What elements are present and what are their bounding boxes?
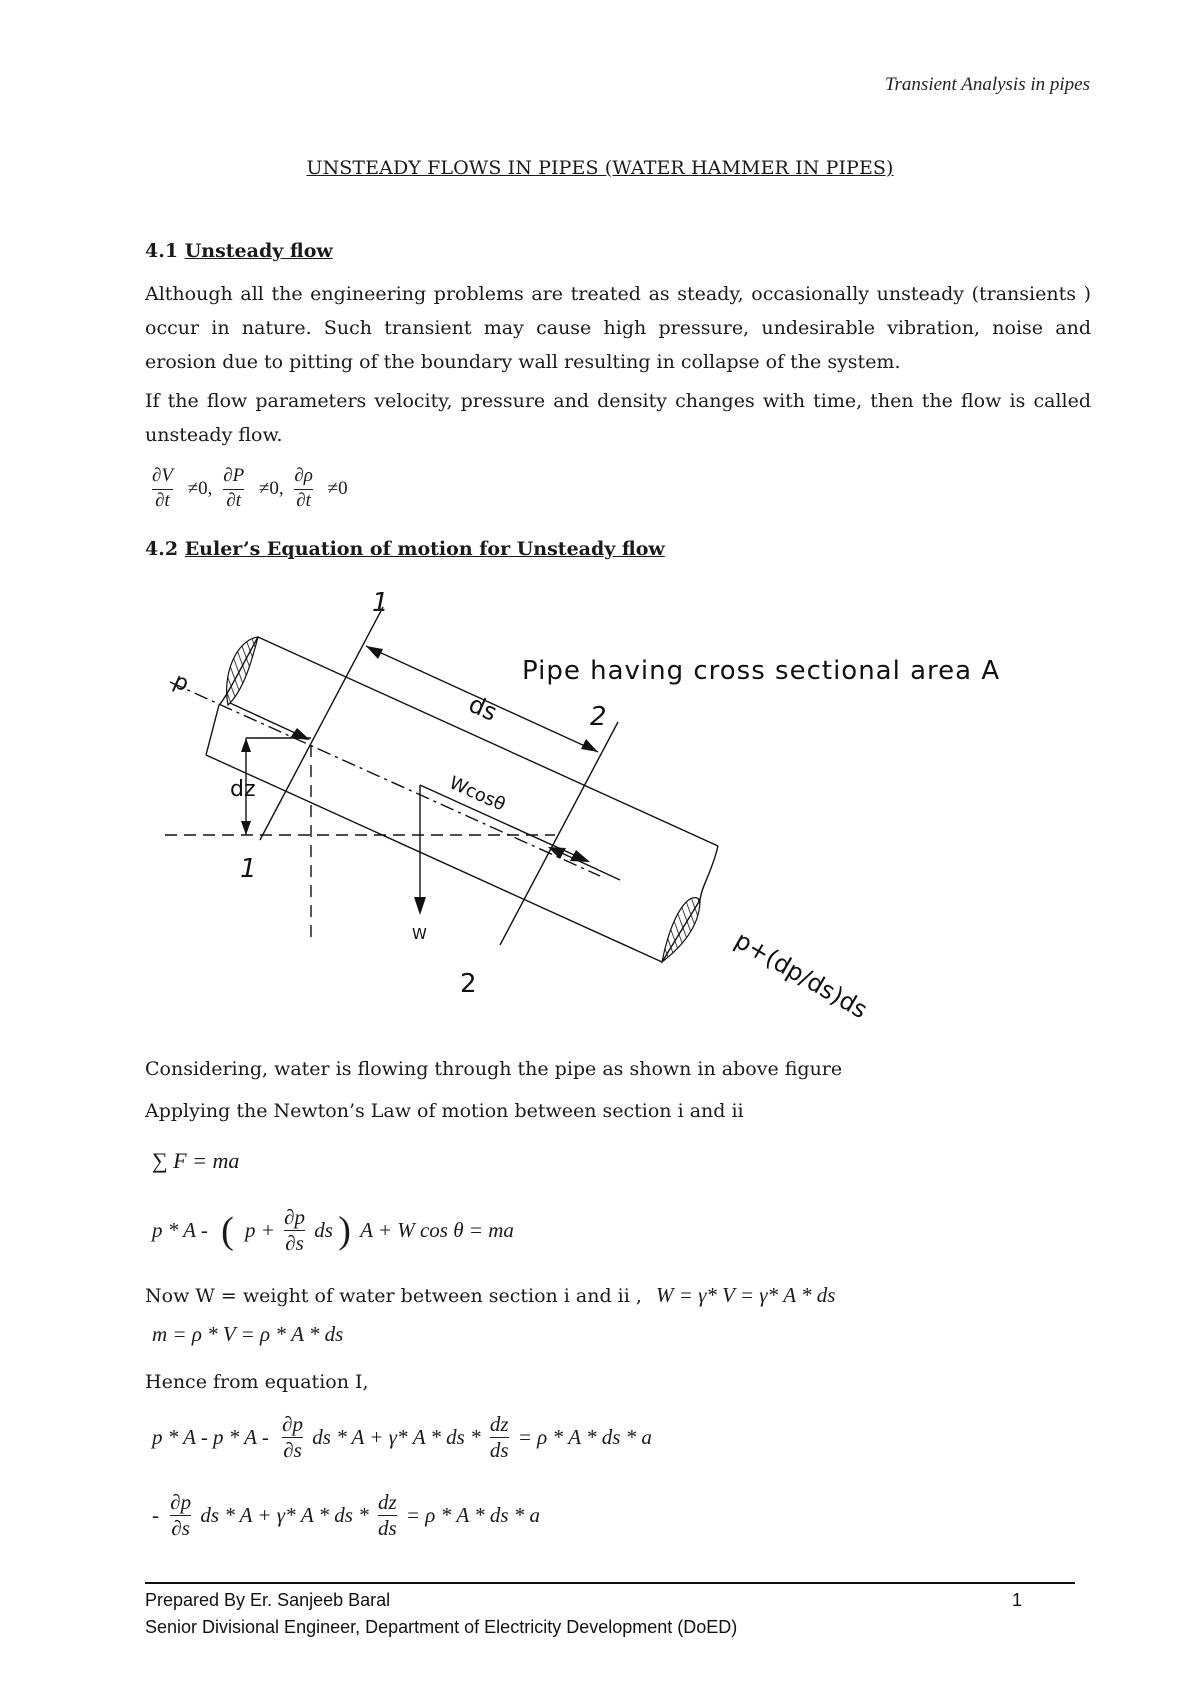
pipe-bottom-wall	[206, 755, 662, 962]
now-equation: W = γ* V = γ* A * ds	[655, 1283, 836, 1307]
arrow-head-dz-top	[241, 738, 251, 752]
eq4-mid: ds * A + γ* A * ds *	[200, 1503, 369, 1527]
equation-force-balance: p * A - ( p + $\frac{\partial p}{\partial s}$ ds ) A + W cos θ = ma	[152, 1205, 514, 1255]
arrow-head-p	[290, 728, 310, 740]
label-section-1-bottom: 1	[240, 854, 257, 884]
eq-force-right: A + W cos θ = ma	[360, 1218, 514, 1242]
t2-denominator: ∂t	[223, 489, 244, 512]
eq4-minus: -	[152, 1503, 159, 1527]
label-section-2-bottom: 2	[460, 969, 477, 999]
text-now-weight	[145, 1283, 835, 1308]
section-number: 4.2	[145, 538, 179, 560]
hatch-right	[662, 898, 700, 962]
eq-force-p-plus: p +	[244, 1218, 275, 1242]
eq3-frac2-num: dz	[489, 1412, 509, 1436]
equation-simplified	[152, 1490, 540, 1541]
now-text: Now W = weight of water between section i and ii ,	[145, 1285, 642, 1307]
footer-designation: Senior Divisional Engineer, Department of Electricity Development (DoED)	[145, 1617, 738, 1637]
section-line-1	[260, 607, 383, 840]
eq3-frac1-num: ∂p	[282, 1412, 304, 1436]
equation-mass: m = ρ * V = ρ * A * ds	[152, 1322, 344, 1346]
t3-denominator: ∂t	[296, 490, 311, 511]
t1-numerator: ∂V	[152, 465, 173, 486]
arrow-head-ds-right	[581, 739, 598, 752]
section-title: Unsteady flow	[184, 240, 333, 262]
t1-denominator: ∂t	[152, 489, 173, 512]
t3-relation: ≠0	[327, 477, 348, 499]
eq3-frac1-den: ∂s	[283, 1438, 302, 1462]
eq4-right: = ρ * A * ds * a	[405, 1503, 541, 1527]
eq4-frac2-den: ds	[377, 1516, 397, 1540]
eq3-right: = ρ * A * ds * a	[517, 1425, 652, 1449]
hatch-left	[227, 637, 258, 705]
eq4-frac2-num: dz	[377, 1490, 397, 1514]
page-title: UNSTEADY FLOWS IN PIPES (WATER HAMMER IN PIPES)	[306, 157, 894, 179]
t1-relation: ≠0,	[187, 477, 213, 499]
label-w: W	[412, 925, 427, 943]
arrow-head-ds-left	[366, 646, 383, 659]
label-section-1-top: 1	[372, 588, 389, 618]
eq3-mid: ds * A + γ* A * ds *	[312, 1425, 481, 1449]
figure-caption: Pipe having cross sectional area A	[522, 656, 1001, 686]
eq-force-frac-den: ∂s	[285, 1231, 304, 1255]
label-dz: dz	[230, 777, 256, 802]
eq-force-frac-num: ∂p	[284, 1205, 306, 1229]
equation-newton: ∑ F = ma	[152, 1148, 240, 1173]
label-p: p	[169, 668, 193, 698]
text-considering: Considering, water is flowing through the pipe as shown in above figure	[145, 1058, 843, 1080]
label-ds: ds	[464, 689, 502, 727]
eq3-frac2-den: ds	[489, 1438, 509, 1462]
paragraph-unsteady-intro: Although all the engineering problems are treated as steady, occasionally unsteady (transients ) occur in nature. Such transient may cause high pressure, undesirable vibration, noise and erosion due to pitting of the boundary wall resulting in collapse of the system.	[145, 283, 1091, 373]
paragraph-unsteady-definition: If the flow parameters velocity, pressure and density changes with time, then the flow is called unsteady flow.	[145, 390, 1091, 446]
eq4-frac1-den: ∂s	[171, 1516, 190, 1540]
eq4-frac1-num: ∂p	[170, 1490, 192, 1514]
label-section-2-top: 2	[590, 702, 607, 732]
label-p-right: p+(dp/ds)ds	[730, 925, 873, 1025]
arrow-head-w	[414, 897, 426, 915]
eq-force-ds: ds	[314, 1218, 333, 1242]
t2-relation: ≠0,	[258, 477, 284, 499]
eq3-left: p * A - p * A -	[152, 1425, 269, 1449]
t3-numerator: ∂ρ	[294, 465, 313, 486]
text-hence: Hence from equation I,	[145, 1371, 369, 1393]
arrow-head-dz-bottom	[241, 821, 251, 835]
section-number: 4.1	[145, 240, 179, 262]
equation-substituted	[152, 1412, 652, 1463]
arrow-head-wcos	[570, 850, 590, 862]
footer-prepared-by: Prepared By Er. Sanjeeb Baral	[145, 1590, 391, 1610]
pressure-arrow-right	[553, 849, 620, 880]
running-header: Transient Analysis in pipes	[885, 74, 1090, 95]
text-applying: Applying the Newton’s Law of motion between section i and ii	[145, 1100, 744, 1122]
label-wcos: Wcosθ	[445, 772, 509, 816]
section-title: Euler’s Equation of motion for Unsteady flow	[184, 538, 665, 560]
eq-force-left: p * A -	[152, 1218, 208, 1242]
t2-numerator: ∂P	[223, 465, 245, 486]
footer-divider	[145, 1582, 1075, 1584]
footer-page-number: 1	[1012, 1590, 1023, 1610]
